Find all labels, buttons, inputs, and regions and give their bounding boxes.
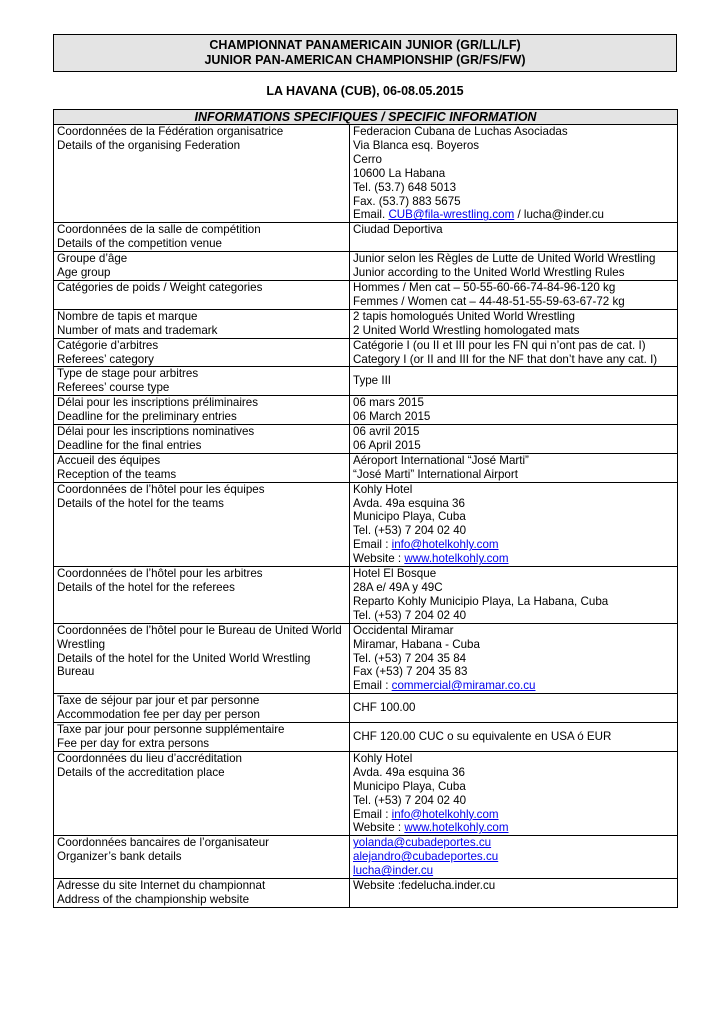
bank-contact-line [353, 864, 674, 878]
email-prefix: Email : [353, 538, 392, 552]
email-link[interactable]: info@hotelkohly.com [391, 538, 499, 552]
row-value-cell [350, 482, 678, 566]
value-line: Tel. (+53) 7 204 02 40 [353, 524, 467, 538]
row-label-cell [54, 567, 350, 624]
label-line: Accueil des équipes [57, 453, 161, 467]
website-line [353, 552, 674, 566]
email-prefix: Email : [353, 807, 392, 821]
location-dates: LA HAVANA (CUB), 06-08.05.2015 [266, 84, 464, 98]
row-label-cell [54, 223, 350, 252]
value-line: Tel. (+53) 7 204 02 40 [353, 793, 467, 807]
bank-contact-line [353, 836, 674, 850]
label-line: Groupe d’âge [57, 252, 128, 266]
row-label-cell [54, 623, 350, 694]
label-line: Organizer’s bank details [57, 850, 182, 864]
label-line: Details of the organising Federation [57, 138, 241, 152]
value-line: Catégorie I (ou II et III pour les FN qui n’ont pas de cat. I) [353, 338, 646, 352]
value-line: Cerro [353, 152, 382, 166]
label-line: Adresse du site Internet du championnat [57, 879, 266, 893]
value-line: Federacion Cubana de Luchas Asociadas [353, 125, 568, 138]
label-line: Referees’ course type [57, 381, 170, 395]
website-line [353, 821, 674, 835]
row-value-cell [350, 751, 678, 835]
label-line: Details of the accreditation place [57, 765, 225, 779]
email-link[interactable]: CUB@fila-wrestling.com [388, 208, 515, 222]
label-line: Details of the competition venue [57, 237, 222, 251]
row-value-cell [350, 623, 678, 694]
value-line: 28A e/ 49A y 49C [353, 581, 443, 594]
value-line: Occidental Miramar [353, 623, 454, 637]
website-link[interactable]: www.hotelkohly.com [404, 552, 509, 566]
label-line: Age group [57, 266, 111, 280]
table-row [54, 751, 678, 835]
email-suffix: / lucha@inder.cu [514, 208, 605, 222]
row-label-cell [54, 309, 350, 338]
label-line: Coordonnées de l’hôtel pour le Bureau de United World Wrestling [57, 623, 342, 651]
value-line: 2 tapis homologués United World Wrestling [353, 309, 575, 323]
value-line: Femmes / Women cat – 44-48-51-55-59-63-67-72 kg [353, 294, 625, 308]
label-line: Taxe de séjour par jour et par personne [57, 694, 260, 708]
email-prefix: Email : [353, 679, 392, 693]
title-english: JUNIOR PAN-AMERICAN CHAMPIONSHIP (GR/FS/FW) [204, 53, 526, 67]
row-value-cell [350, 252, 678, 281]
title-french: CHAMPIONNAT PANAMERICAIN JUNIOR (GR/LL/LF) [209, 38, 521, 52]
label-line: Délai pour les inscriptions nominatives [57, 425, 255, 439]
row-value-cell [350, 125, 678, 223]
value-line: 06 avril 2015 [353, 425, 420, 439]
value-line: Via Blanca esq. Boyeros [353, 138, 480, 152]
label-line: Taxe par jour pour personne supplémentaire [57, 723, 285, 737]
value-line: Avda. 49a esquina 36 [353, 496, 465, 510]
table-row [54, 723, 678, 752]
row-value-cell [350, 567, 678, 624]
row-value-cell [350, 280, 678, 309]
value-line: Tel. (+53) 7 204 35 84 [353, 651, 467, 665]
row-value-cell [350, 396, 678, 425]
row-label-cell [54, 723, 350, 752]
value-line: Type III [353, 374, 392, 388]
label-line: Referees’ category [57, 352, 154, 366]
row-value-cell [350, 338, 678, 367]
label-line: Catégories de poids / Weight categories [57, 280, 263, 294]
value-line: 2 United World Wrestling homologated mats [353, 323, 580, 337]
row-value-cell [350, 425, 678, 454]
value-line: Category I (or II and III for the NF that don’t have any cat. I) [353, 352, 658, 366]
label-line: Coordonnées de l’hôtel pour les équipes [57, 482, 265, 496]
table-row [54, 879, 678, 908]
row-value-cell [350, 694, 678, 723]
label-line: Reception of the teams [57, 467, 177, 481]
website-prefix: Website : [353, 821, 405, 835]
bank-contact-link[interactable]: yolanda@cubadeportes.cu [353, 836, 492, 850]
value-line: Kohly Hotel [353, 751, 413, 765]
label-line: Catégorie d’arbitres [57, 338, 159, 352]
value-line: 10600 La Habana [353, 166, 446, 180]
email-link[interactable]: info@hotelkohly.com [391, 807, 499, 821]
table-row [54, 623, 678, 694]
email-link[interactable]: commercial@miramar.co.cu [391, 679, 536, 693]
label-line: Fee per day for extra persons [57, 736, 210, 750]
label-line: Accommodation fee per day per person [57, 708, 261, 722]
table-row [54, 396, 678, 425]
row-value-cell [350, 723, 678, 752]
label-line: Address of the championship website [57, 892, 250, 906]
value-line: Website :fedelucha.inder.cu [353, 879, 496, 893]
label-line: Nombre de tapis et marque [57, 309, 198, 323]
row-value-cell [350, 836, 678, 879]
website-link[interactable]: www.hotelkohly.com [404, 821, 509, 835]
value-line: Aéroport International “José Marti” [353, 453, 529, 467]
table-row [54, 367, 678, 396]
row-label-cell [54, 425, 350, 454]
table-row [54, 453, 678, 482]
value-line: 06 mars 2015 [353, 396, 424, 410]
label-line: Details of the hotel for the teams [57, 496, 224, 510]
value-line: Reparto Kohly Municipio Playa, La Habana, Cuba [353, 594, 609, 608]
section-header: INFORMATIONS SPECIFIQUES / SPECIFIC INFORMATION [54, 110, 678, 125]
row-label-cell [54, 751, 350, 835]
table-row [54, 338, 678, 367]
row-label-cell [54, 125, 350, 223]
row-label-cell [54, 396, 350, 425]
value-line: 06 April 2015 [353, 438, 421, 452]
value-line: Hotel El Bosque [353, 567, 437, 581]
email-line [353, 538, 674, 552]
row-value-cell [350, 879, 678, 908]
row-value-cell [350, 309, 678, 338]
document-page [53, 34, 677, 908]
label-line: Coordonnées de l’hôtel pour les arbitres [57, 567, 263, 581]
label-line: Details of the hotel for the United World Wrestling Bureau [57, 651, 311, 679]
label-line: Number of mats and trademark [57, 323, 218, 337]
table-row [54, 252, 678, 281]
table-row [54, 125, 678, 223]
row-value-cell [350, 223, 678, 252]
bank-contact-line [353, 850, 674, 864]
row-label-cell [54, 694, 350, 723]
value-line: Municipo Playa, Cuba [353, 779, 466, 793]
table-row [54, 694, 678, 723]
value-line: Junior according to the United World Wrestling Rules [353, 266, 625, 280]
value-line: Hommes / Men cat – 50-55-60-66-74-84-96-120 kg [353, 280, 616, 294]
label-line: Type de stage pour arbitres [57, 367, 199, 381]
table-row [54, 223, 678, 252]
table-row [54, 567, 678, 624]
championship-title-box [53, 34, 677, 72]
row-label-cell [54, 836, 350, 879]
row-label-cell [54, 879, 350, 908]
email-line [353, 808, 674, 822]
value-line: CHF 100.00 [353, 701, 416, 715]
table-row [54, 280, 678, 309]
value-line: Tel. (53.7) 648 5013 [353, 180, 457, 194]
table-row [54, 309, 678, 338]
label-line: Coordonnées du lieu d’accréditation [57, 751, 242, 765]
row-value-cell [350, 367, 678, 396]
row-label-cell [54, 252, 350, 281]
row-label-cell [54, 280, 350, 309]
label-line: Deadline for the preliminary entries [57, 410, 237, 424]
table-row [54, 482, 678, 566]
value-line: Kohly Hotel [353, 482, 413, 496]
table-row [54, 836, 678, 879]
value-line: Ciudad Deportiva [353, 223, 443, 237]
value-line: Avda. 49a esquina 36 [353, 765, 465, 779]
row-label-cell [54, 482, 350, 566]
email-line [353, 208, 674, 222]
website-prefix: Website : [353, 552, 405, 566]
label-line: Délai pour les inscriptions préliminaires [57, 396, 259, 410]
row-label-cell [54, 453, 350, 482]
label-line: Coordonnées de la Fédération organisatrice [57, 125, 284, 138]
label-line: Coordonnées bancaires de l’organisateur [57, 836, 270, 850]
email-line [353, 679, 674, 693]
row-label-cell [54, 367, 350, 396]
value-line: Tel. (+53) 7 204 02 40 [353, 608, 467, 622]
row-label-cell [54, 338, 350, 367]
label-line: Coordonnées de la salle de compétition [57, 223, 261, 237]
value-line: Fax. (53.7) 883 5675 [353, 194, 461, 208]
row-value-cell [350, 453, 678, 482]
label-line: Details of the hotel for the referees [57, 581, 235, 594]
value-line: Miramar, Habana - Cuba [353, 637, 480, 651]
bank-contact-link[interactable]: alejandro@cubadeportes.cu [353, 850, 499, 864]
value-line: Municipo Playa, Cuba [353, 510, 466, 524]
value-line: “José Marti” International Airport [353, 467, 518, 481]
value-line: Junior selon les Règles de Lutte de United World Wrestling [353, 252, 656, 266]
specific-information-table [53, 109, 678, 908]
bank-contact-link[interactable]: lucha@inder.cu [353, 864, 434, 878]
value-line: Fax (+53) 7 204 35 83 [353, 665, 468, 679]
value-line: CHF 120.00 CUC o su equivalente en USA ó EUR [353, 730, 612, 744]
value-line: 06 March 2015 [353, 410, 431, 424]
label-line: Deadline for the final entries [57, 438, 202, 452]
email-prefix: Email. [353, 208, 389, 222]
table-row [54, 425, 678, 454]
